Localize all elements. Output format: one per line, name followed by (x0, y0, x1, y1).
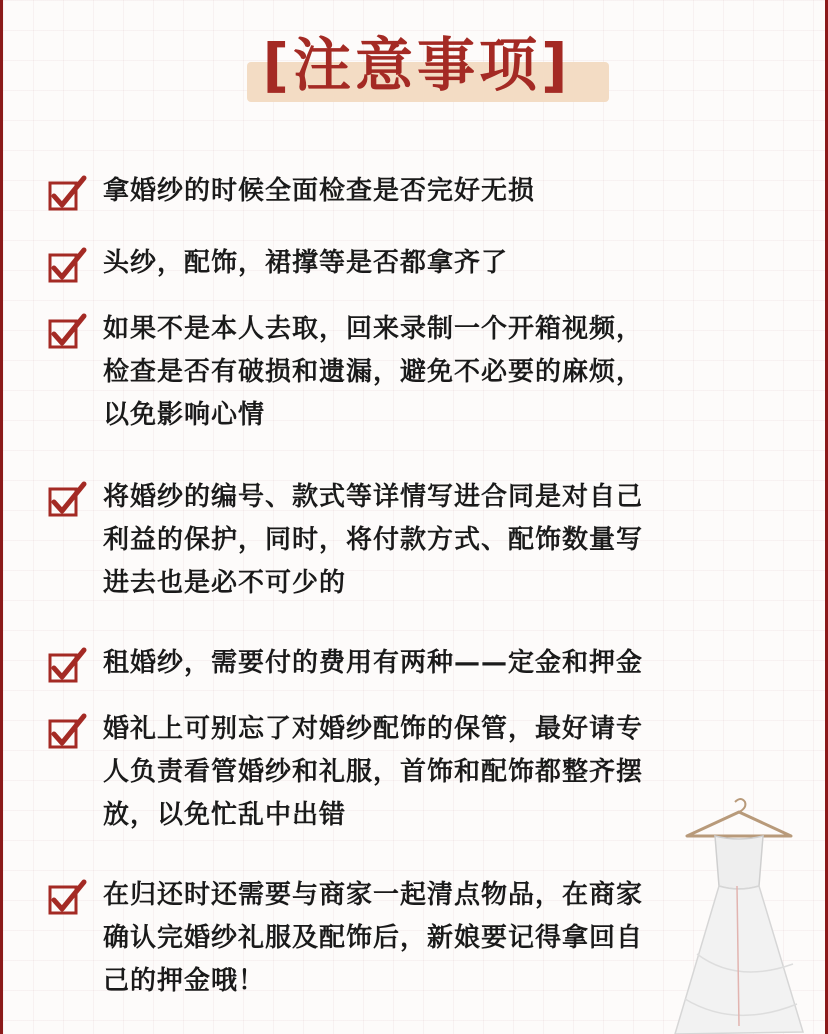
item-line: 租婚纱，需要付的费用有两种——定金和押金 (103, 648, 644, 678)
item-line: 头纱，配饰，裙撑等是否都拿齐了 (103, 248, 509, 278)
checkmark-icon (47, 646, 87, 686)
checkmark-icon (47, 712, 87, 752)
item-line: 婚礼上可别忘了对婚纱配饰的保管，最好请专 (103, 714, 644, 744)
item-line: 在归还时还需要与商家一起清点物品，在商家 (103, 880, 644, 910)
wedding-dress-icon (657, 794, 817, 1034)
page-title: [注意事项] (262, 31, 572, 99)
item-line: 检查是否有破损和遗漏，避免不必要的麻烦， (103, 357, 644, 387)
title-wrap (3, 28, 828, 102)
checkmark-icon (47, 174, 87, 214)
checkmark-icon (47, 312, 87, 352)
item-line: 以免影响心情 (103, 400, 266, 430)
item-line: 己的押金哦！ (103, 966, 266, 996)
item-line: 人负责看管婚纱和礼服，首饰和配饰都整齐摆 (103, 757, 644, 787)
item-text (103, 170, 783, 213)
item-text (103, 242, 783, 285)
item-line: 确认完婚纱礼服及配饰后，新娘要记得拿回自 (103, 923, 644, 953)
checkmark-icon (47, 246, 87, 286)
item-text (103, 476, 783, 605)
item-text (103, 642, 783, 685)
item-line: 如果不是本人去取，回来录制一个开箱视频， (103, 314, 644, 344)
item-line: 利益的保护，同时，将付款方式、配饰数量写 (103, 525, 644, 555)
checkmark-icon (47, 878, 87, 918)
item-line: 进去也是必不可少的 (103, 568, 347, 598)
checkmark-icon (47, 480, 87, 520)
item-text (103, 308, 783, 437)
item-line: 拿婚纱的时候全面检查是否完好无损 (103, 176, 536, 206)
item-line: 放，以免忙乱中出错 (103, 800, 347, 830)
item-line: 将婚纱的编号、款式等详情写进合同是对自己 (103, 482, 644, 512)
